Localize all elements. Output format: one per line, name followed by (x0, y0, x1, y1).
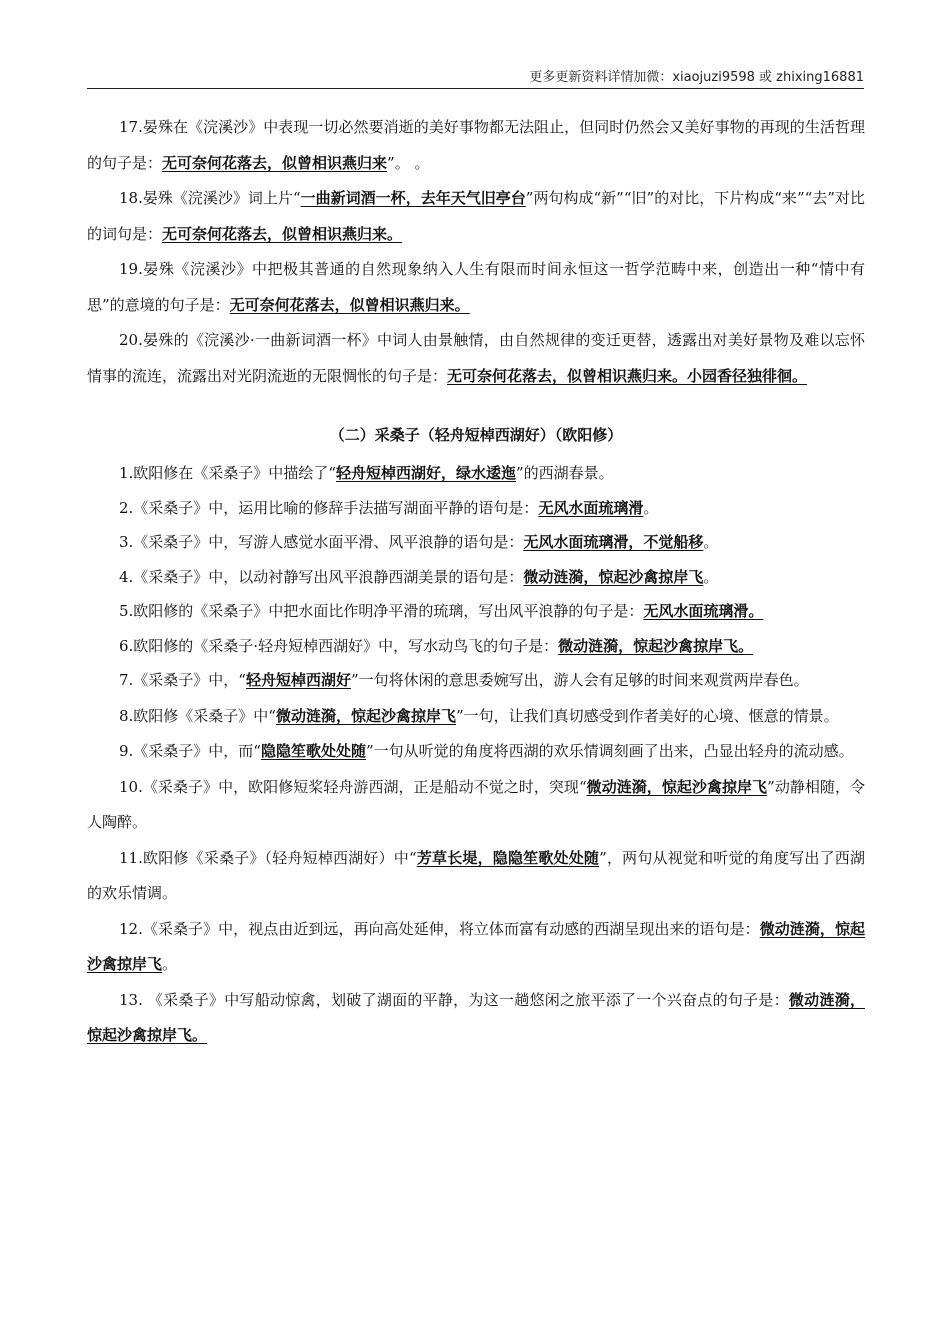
item-1: 1.欧阳修在《采桑子》中描绘了“轻舟短棹西湖好，绿水逶迤”的西湖春景。 (119, 464, 614, 482)
answer: 无风水面琉璃滑 (538, 498, 644, 517)
item-13: 13. 《采桑子》中写船动惊禽，划破了湖面的平静，为这一趟悠闲之旅平添了一个兴奋点的句子是：微动涟漪，惊起沙禽掠岸飞。 (87, 990, 865, 1044)
answer: 芳草长堤，隐隐笙歌处处随 (416, 848, 600, 867)
answer: 无可奈何花落去，似曾相识燕归来。 (229, 295, 470, 314)
section-title: （二）采桑子（轻舟短棹西湖好）（欧阳修） (329, 426, 623, 444)
item-9: 9.《采桑子》中，而“隐隐笙歌处处随”一句从听觉的角度将西湖的欢乐情调刻画了出来，凸显出轻舟的流动感。 (119, 742, 854, 760)
answer: 微动涟漪，惊起沙禽掠岸飞 (523, 567, 704, 586)
answer: 无可奈何花落去，似曾相识燕归来。 (162, 224, 403, 243)
answer: 无风水面琉璃滑，不觉船移 (523, 533, 704, 551)
item-10: 10.《采桑子》中，欧阳修短桨轻舟游西湖，正是船动不觉之时，突现“微动涟漪，惊起沙禽掠岸飞”动静相随，令人陶醉。 (87, 777, 865, 831)
item-11: 11.欧阳修《采桑子》（轻舟短棹西湖好）中“芳草长堤，隐隐笙歌处处随”，两句从视觉和听觉的角度写出了西湖的欢乐情调。 (87, 848, 865, 902)
answer: 微动涟漪，惊起沙禽掠岸飞 (586, 777, 768, 796)
item-8: 8.欧阳修《采桑子》中“微动涟漪，惊起沙禽掠岸飞”一句，让我们真切感受到作者美好的心境、惬意的情景。 (119, 706, 839, 725)
answer: 无可奈何花落去，似曾相识燕归来 (162, 153, 388, 172)
answer: 无风水面琉璃滑。 (643, 602, 764, 620)
item-3: 3.《采桑子》中，写游人感觉水面平滑、风平浪静的语句是：无风水面琉璃滑，不觉船移。 (119, 533, 719, 551)
item-17: 17.晏殊在《浣溪沙》中表现一切必然要消逝的美好事物都无法阻止，但同时仍然会又美好事物的再现的生活哲理的句子是：无可奈何花落去，似曾相识燕归来”。 。 (87, 118, 865, 172)
answer: 微动涟漪，惊起沙禽掠岸飞 (275, 706, 456, 725)
item-2: 2.《采桑子》中，运用比喻的修辞手法描写湖面平静的语句是：无风水面琉璃滑。 (119, 498, 659, 517)
answer: 隐隐笙歌处处随 (260, 742, 366, 760)
item-19: 19.晏殊《浣溪沙》中把极其普通的自然现象纳入人生有限而时间永恒这一哲学范畴中来，创造出一种“情中有思”的意境的句子是：无可奈何花落去，似曾相识燕归来。 (87, 260, 865, 314)
answer: 一曲新词酒一杯，去年天气旧亭台 (300, 189, 526, 207)
answer: 无可奈何花落去，似曾相识燕归来。小园香径独徘徊。 (447, 366, 808, 385)
answer: 微动涟漪，惊起沙禽掠岸飞。 (558, 636, 754, 655)
answer: 微动涟漪，惊起沙禽掠岸飞 (87, 919, 865, 973)
header-text: 更多更新资料详情加微：xiaojuzi9598 或 zhixing16881 (529, 70, 864, 85)
item-4: 4.《采桑子》中，以动衬静写出风平浪静西湖美景的语句是：微动涟漪，惊起沙禽掠岸飞。 (119, 567, 719, 586)
item-6: 6.欧阳修的《采桑子·轻舟短棹西湖好》中，写水动鸟飞的句子是：微动涟漪，惊起沙禽掠岸飞。 (119, 636, 754, 655)
item-5: 5.欧阳修的《采桑子》中把水面比作明净平滑的琉璃，写出风平浪静的句子是：无风水面琉璃滑。 (119, 602, 764, 620)
answer: 轻舟短棹西湖好 (245, 671, 351, 689)
item-18: 18.晏殊《浣溪沙》词上片“一曲新词酒一杯，去年天气旧亭台”两句构成“新”“旧”的对比，下片构成“来”“去”对比的词句是：无可奈何花落去，似曾相识燕归来。 (87, 189, 865, 243)
document-body (87, 110, 865, 1054)
answer: 微动涟漪，惊起沙禽掠岸飞。 (87, 990, 865, 1044)
page-header (87, 64, 864, 89)
item-7: 7.《采桑子》中，“轻舟短棹西湖好”一句将休闲的意思委婉写出，游人会有足够的时间来观赏两岸春色。 (119, 671, 809, 689)
item-20: 20.晏殊的《浣溪沙·一曲新词酒一杯》中词人由景触情，由自然规律的变迁更替，透露出对美好景物及难以忘怀情事的流连，流露出对光阴流逝的无限惆怅的句子是：无可奈何花落去，似曾相识燕归来。小园香径独徘徊。 (87, 331, 865, 385)
item-12: 12.《采桑子》中，视点由近到远，再向高处延伸，将立体而富有动感的西湖呈现出来的语句是：微动涟漪，惊起沙禽掠岸飞。 (87, 919, 865, 973)
answer: 轻舟短棹西湖好，绿水逶迤 (335, 464, 516, 482)
